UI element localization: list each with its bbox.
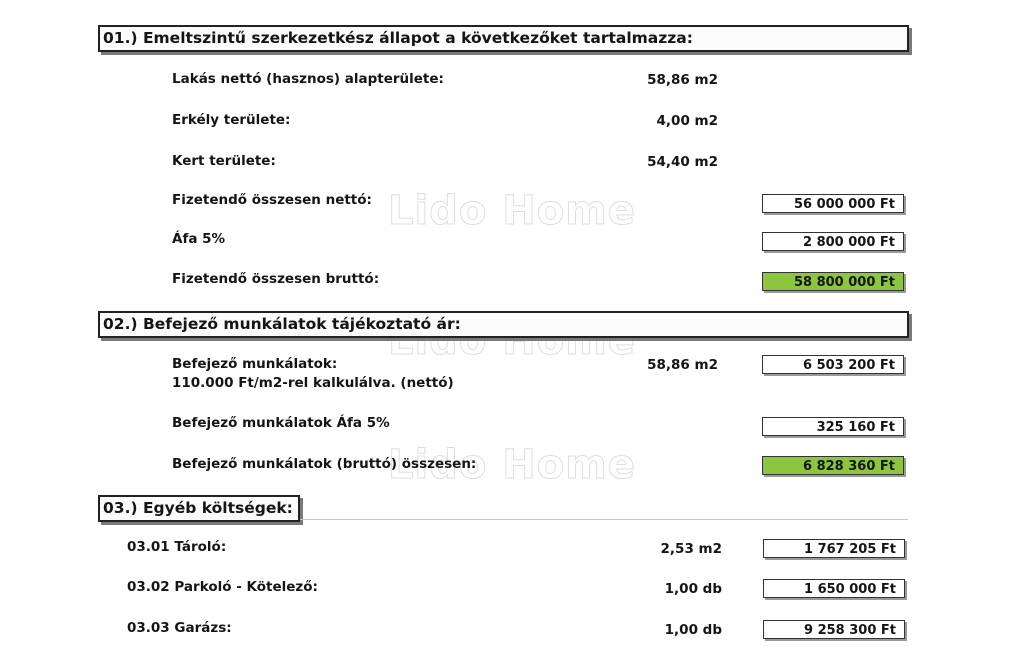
row-qty-garden: 54,40 m2 [647, 154, 718, 170]
row-label-finishing-gross: Befejező munkálatok (bruttó) összesen: [172, 456, 477, 472]
section-02-header: 02.) Befejező munkálatok tájékoztató ár: [98, 311, 909, 338]
watermark-3: Lido Home [387, 442, 636, 488]
row-label-balcony: Erkély területe: [172, 112, 291, 128]
row-label-finishing-vat: Befejező munkálatok Áfa 5% [172, 415, 390, 431]
row-label-total-net: Fizetendő összesen nettó: [172, 192, 372, 208]
amount-storage: 1 767 205 Ft [763, 539, 905, 558]
section-03-header: 03.) Egyéb költségek: [98, 495, 300, 522]
row-label-finishing: Befejező munkálatok: [172, 356, 338, 372]
row-label-net-area: Lakás nettó (hasznos) alapterülete: [172, 71, 444, 87]
row-label-vat: Áfa 5% [172, 231, 226, 247]
amount-total-gross: 58 800 000 Ft [762, 272, 904, 291]
row-label-garden: Kert területe: [172, 153, 276, 169]
row-label-parking: 03.02 Parkoló - Kötelező: [127, 579, 318, 595]
amount-vat: 2 800 000 Ft [762, 232, 904, 251]
section-03-underline [300, 519, 908, 520]
row-qty-parking: 1,00 db [664, 581, 722, 597]
row-label-finishing-note: 110.000 Ft/m2-rel kalkulálva. (nettó) [172, 375, 454, 391]
watermark-1: Lido Home [387, 188, 636, 234]
watermark-2: Lido Home [387, 318, 636, 364]
row-qty-garage: 1,00 db [664, 622, 722, 638]
amount-finishing-gross: 6 828 360 Ft [762, 456, 904, 475]
row-qty-net-area: 58,86 m2 [647, 72, 718, 88]
row-label-garage: 03.03 Garázs: [127, 620, 232, 636]
row-qty-balcony: 4,00 m2 [656, 113, 718, 129]
row-qty-finishing: 58,86 m2 [647, 357, 718, 373]
row-label-total-gross: Fizetendő összesen bruttó: [172, 271, 380, 287]
amount-finishing: 6 503 200 Ft [762, 355, 904, 374]
row-label-storage: 03.01 Tároló: [127, 539, 227, 555]
amount-garage: 9 258 300 Ft [763, 620, 905, 639]
row-qty-storage: 2,53 m2 [660, 541, 722, 557]
amount-total-net: 56 000 000 Ft [762, 194, 904, 213]
section-01-header: 01.) Emeltszintű szerkezetkész állapot a következőket tartalmazza: [98, 25, 909, 52]
amount-finishing-vat: 325 160 Ft [762, 417, 904, 436]
amount-parking: 1 650 000 Ft [763, 579, 905, 598]
